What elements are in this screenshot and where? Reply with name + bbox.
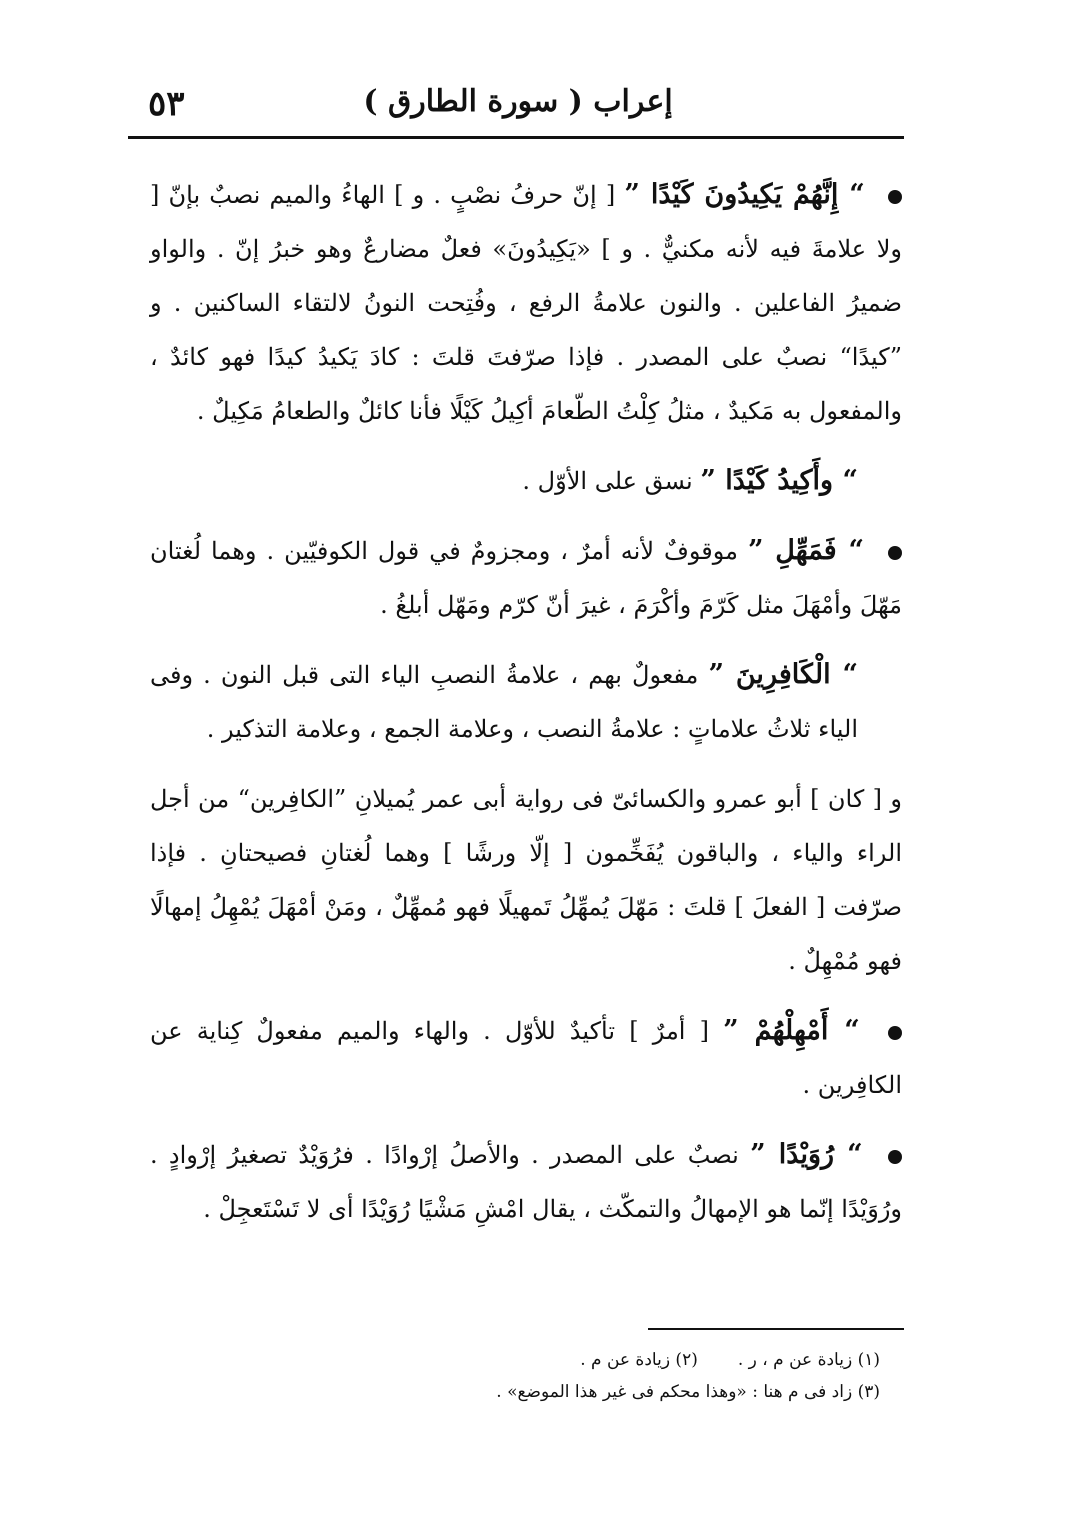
- footnote-2: (٢) زيادة عن م .: [580, 1350, 698, 1370]
- footnote-3: (٣) زاد فى م هنا : «وهذا محكم فى غير هذا الموضع» .: [496, 1382, 880, 1402]
- footnote-row: [360, 1376, 880, 1408]
- paragraph-text: موقوفٌ لأنه أمرٌ ، ومجزومٌ في قول الكوفيّين . وهما لُغتان مَهّلَ وأمْهَلَ مثل كَرّمَ وأكْرَمَ ، غيرَ أنّ كرّم ومَهّل أبلغُ .: [150, 537, 902, 619]
- quoted-verse: “ إِنَّهُمْ يَكِيدُونَ كَيْدًا ”: [624, 179, 865, 210]
- paragraph-6: [150, 1004, 902, 1112]
- paragraph-2: [150, 454, 902, 508]
- paragraph-1: [150, 168, 902, 438]
- quoted-verse: “ الْكَافِرِينَ ”: [708, 659, 858, 690]
- bullet-icon: [888, 1026, 902, 1040]
- page-header: [128, 78, 908, 134]
- paragraph-text: نسق على الأوّل .: [522, 467, 693, 495]
- bullet-icon: [888, 190, 902, 204]
- bullet-icon: [888, 546, 902, 560]
- paragraph-text: مفعولٌ بهم ، علامةُ النصبِ الياء التى قبل النون . وفى الياء ثلاثُ علاماتٍ : علامةُ النصب ، وعلامة الجمع ، وعلامة التذكير .: [150, 661, 858, 743]
- header-rule: [128, 136, 904, 139]
- footnote-row: [360, 1344, 880, 1376]
- footnote-rule: [648, 1328, 904, 1330]
- quoted-verse: “ أَمْهِلْهُمْ ”: [723, 1015, 860, 1046]
- running-title: إعراب ( سورة الطارق ): [363, 84, 673, 119]
- paragraph-7: [150, 1128, 902, 1236]
- paragraph-5: [150, 772, 902, 988]
- page-number: ٥٣: [148, 84, 185, 124]
- paragraph-text: [ أمرٌ ] تأكيدٌ للأوّل . والهاء والميم مفعولٌ كِناية عن الكافِرين .: [150, 1017, 902, 1099]
- paragraph-text: و [ كان ] أبو عمرو والكسائىّ فى رواية أبى عمر يُميلانِ ”الكافِرين“ من أجل الراء والياء ، والباقون يُفَخِّمون [ إلّا ورشًا ] وهما لُغتانِ فصيحتانِ . فإذا صرّفت [ الفعلَ ] قلتَ : مَهّلَ يُمهِّلُ تَمهيلًا فهو مُمهِّلٌ ، ومَنْ أمْهَلَ يُمْهِلُ إمهالًا فهو مُمْهِلٌ .: [150, 785, 902, 975]
- paragraph-3: [150, 524, 902, 632]
- bullet-icon: [888, 1150, 902, 1164]
- paragraph-4: [150, 648, 902, 756]
- quoted-verse: “ فَمَهِّلِ ”: [748, 535, 864, 566]
- quoted-verse: “ رُوَيْدًا ”: [750, 1139, 863, 1170]
- footnote-1: (١) زيادة عن م ، ر .: [737, 1350, 880, 1370]
- paragraph-text: نصبٌ على المصدر . والأصلُ إرْوادًا . فرُوَيْدٌ تصغيرُ إرْوادٍ . ورُوَيْدًا إنّما هو الإمهالُ والتمكّث ، يقال امْشِ مَشْيًا رُوَيْدًا أى لا تَسْتَعجِلْ .: [150, 1141, 902, 1223]
- paragraph-text: [ إنّ حرفُ نصْبٍ . و ] الهاءُ والميم نصبٌ بإنّ [ ولا علامةَ فيه لأنه مكنيٌّ . و ] «يَكِيدُونَ» فعلٌ مضارعٌ وهو خبرُ إنّ . والواو ضميرُ الفاعلين . والنون علامةُ الرفع ، وفُتِحت النونُ لالتقاء الساكنين . و ”كيدًا“ نصبٌ على المصدر . فإذا صرّفتَ قلتَ : كادَ يَكيدُ كيدًا فهو كائدٌ ، والمفعول به مَكيدٌ ، مثلُ كِلْتُ الطّعامَ أكِيلُ كَيْلًا فأنا كائلٌ والطعامُ مَكِيلٌ .: [150, 181, 902, 425]
- body-text: [150, 168, 902, 1236]
- footnotes: [360, 1344, 880, 1408]
- quoted-verse: “ وأَكِيدُ كَيْدًا ”: [700, 465, 858, 496]
